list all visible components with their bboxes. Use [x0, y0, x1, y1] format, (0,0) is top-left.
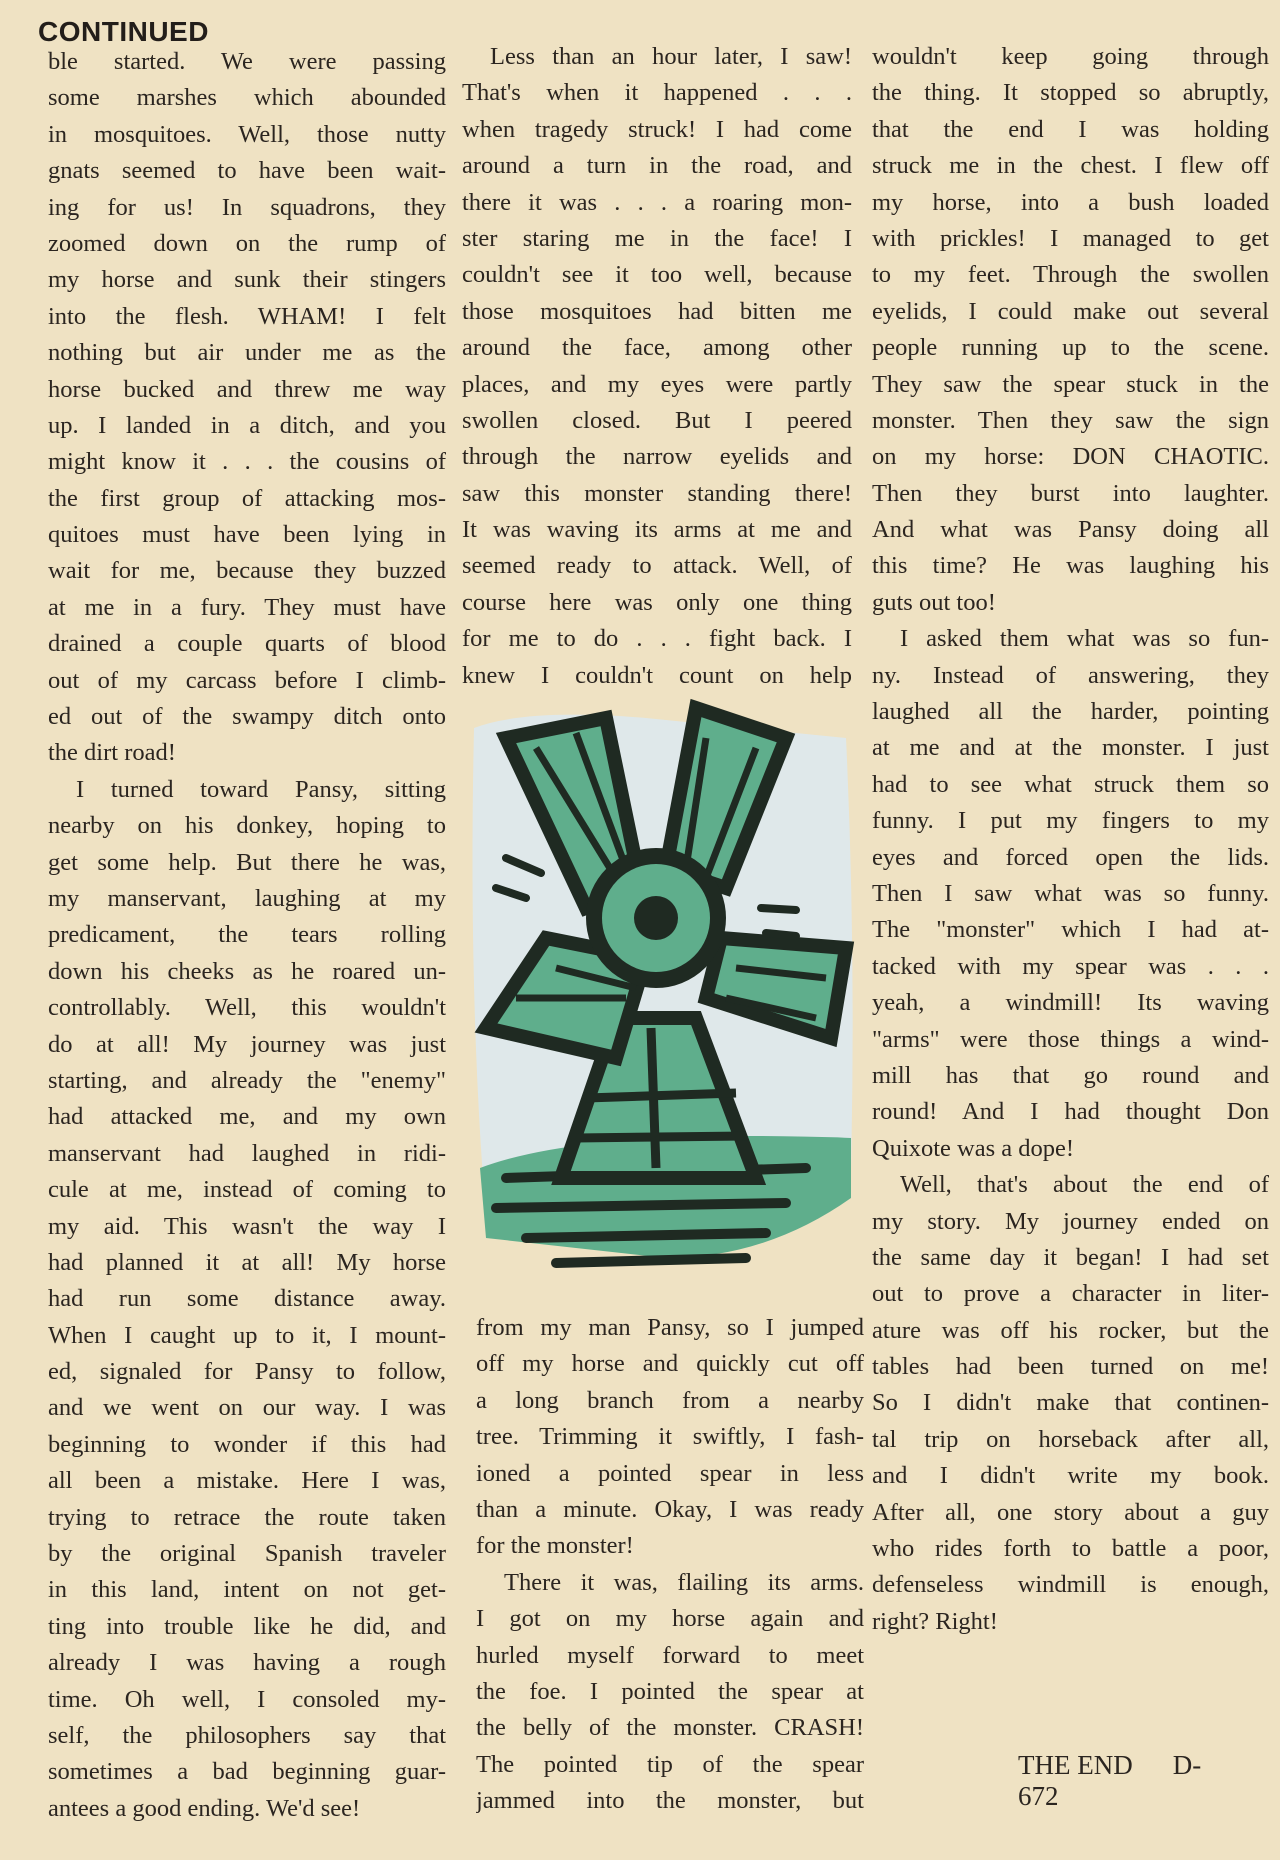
- text-line: had to see what struck them so: [872, 770, 1269, 798]
- text-line: than a minute. Okay, I was ready: [476, 1495, 864, 1523]
- text-line: the foe. I pointed the spear at: [476, 1677, 864, 1705]
- text-line: round! And I had thought Don: [872, 1098, 1269, 1126]
- text-column-1: [48, 44, 446, 1827]
- text-line: this time? He was laughing his: [872, 552, 1269, 580]
- text-line: trying to retrace the route taken: [48, 1503, 446, 1531]
- text-line: monster. Then they saw the sign: [872, 406, 1269, 434]
- text-line: ble started. We were passing: [48, 48, 446, 75]
- text-line: seemed ready to attack. Well, of: [462, 552, 852, 580]
- windmill-illustration: [466, 698, 856, 1294]
- text-line: time. Oh well, I consoled my-: [48, 1685, 446, 1713]
- text-line: I asked them what was so fun-: [900, 625, 1269, 653]
- text-line: in this land, intent on not get-: [48, 1576, 446, 1604]
- text-line: and I didn't write my book.: [872, 1462, 1269, 1490]
- text-line: the first group of attacking mos-: [48, 484, 446, 512]
- text-line: They saw the spear stuck in the: [872, 370, 1269, 398]
- text-line: tal trip on horseback after all,: [872, 1425, 1269, 1453]
- text-line: and we went on our way. I was: [48, 1394, 446, 1422]
- text-line: by the original Spanish traveler: [48, 1540, 446, 1568]
- text-line: yeah, a windmill! Its waving: [872, 989, 1269, 1017]
- text-line: ster staring me in the face! I: [462, 224, 852, 252]
- the-end-label: THE END: [1018, 1750, 1133, 1780]
- text-line: had run some distance away.: [48, 1285, 446, 1313]
- text-line: It was waving its arms at me and: [462, 516, 852, 544]
- text-line: manservant had laughed in ridi-: [48, 1139, 446, 1167]
- text-line: So I didn't make that continen-: [872, 1389, 1269, 1417]
- text-line: defenseless windmill is enough,: [872, 1571, 1269, 1599]
- text-line: guts out too!: [872, 588, 996, 616]
- text-line: my aid. This wasn't the way I: [48, 1212, 446, 1240]
- text-line: who rides forth to battle a poor,: [872, 1535, 1269, 1563]
- text-line: down his cheeks as he roared un-: [48, 957, 446, 985]
- text-line: cule at me, instead of coming to: [48, 1176, 446, 1204]
- text-line: had attacked me, and my own: [48, 1103, 446, 1131]
- text-line: out to prove a character in liter-: [872, 1280, 1269, 1308]
- text-line: sometimes a bad beginning guar-: [48, 1758, 446, 1786]
- text-line: nearby on his donkey, hoping to: [48, 812, 446, 840]
- text-line: to my feet. Through the swollen: [872, 261, 1269, 289]
- page-code: D-672: [1018, 1750, 1202, 1811]
- text-line: The "monster" which I had at-: [872, 916, 1269, 944]
- text-line: ature was off his rocker, but the: [872, 1316, 1269, 1344]
- text-line: the thing. It stopped so abruptly,: [872, 79, 1269, 107]
- text-line: nothing but air under me as the: [48, 339, 446, 367]
- continued-heading: CONTINUED: [38, 16, 209, 47]
- text-line: the belly of the monster. CRASH!: [476, 1714, 864, 1742]
- text-line: Well, that's about the end of: [900, 1171, 1269, 1199]
- text-line: all been a mistake. Here I was,: [48, 1467, 446, 1495]
- text-line: at me and at the monster. I just: [872, 734, 1269, 762]
- text-line: I turned toward Pansy, sitting: [76, 775, 446, 803]
- text-line: ing for us! In squadrons, they: [48, 193, 446, 221]
- text-column-3: [872, 39, 1269, 1640]
- text-line: when tragedy struck! I had come: [462, 115, 852, 143]
- text-line: eyelids, I could make out several: [872, 297, 1269, 325]
- text-line: course here was only one thing: [462, 588, 852, 616]
- text-line: right? Right!: [872, 1607, 998, 1635]
- text-line: through the narrow eyelids and: [462, 443, 852, 471]
- text-line: get some help. But there he was,: [48, 848, 446, 876]
- text-line: from my man Pansy, so I jumped: [476, 1314, 864, 1341]
- text-line: Quixote was a dope!: [872, 1134, 1075, 1162]
- text-line: my horse, into a bush loaded: [872, 188, 1269, 216]
- text-line: Then I saw what was so funny.: [872, 879, 1269, 907]
- text-line: Then they burst into laughter.: [872, 479, 1269, 507]
- text-line: a long branch from a nearby: [476, 1386, 864, 1414]
- text-line: the dirt road!: [48, 739, 176, 767]
- text-column-2-bottom: [476, 1310, 864, 1819]
- text-line: predicament, the tears rolling: [48, 921, 446, 949]
- text-line: places, and my eyes were partly: [462, 370, 852, 398]
- text-line: couldn't see it too well, because: [462, 261, 852, 289]
- text-line: some marshes which abounded: [48, 84, 446, 112]
- text-line: out of my carcass before I climb-: [48, 666, 446, 694]
- text-line: antees a good ending. We'd see!: [48, 1794, 361, 1822]
- text-line: eyes and forced open the lids.: [872, 843, 1269, 871]
- text-line: into the flesh. WHAM! I felt: [48, 302, 446, 330]
- text-line: self, the philosophers say that: [48, 1721, 446, 1749]
- text-line: wouldn't keep going through: [872, 43, 1269, 70]
- text-line: There it was, flailing its arms.: [504, 1568, 864, 1596]
- text-line: ting into trouble like he did, and: [48, 1612, 446, 1640]
- text-line: jammed into the monster, but: [476, 1787, 864, 1815]
- text-line: in mosquitoes. Well, those nutty: [48, 120, 446, 148]
- page-footer: [1018, 1750, 1280, 1812]
- text-line: beginning to wonder if this had: [48, 1430, 446, 1458]
- text-line: swollen closed. But I peered: [462, 406, 852, 434]
- text-line: saw this monster standing there!: [462, 479, 852, 507]
- text-line: with prickles! I managed to get: [872, 224, 1269, 252]
- text-line: controllably. Well, this wouldn't: [48, 994, 446, 1022]
- text-line: And what was Pansy doing all: [872, 516, 1269, 544]
- text-column-2-top: [462, 39, 852, 694]
- text-line: those mosquitoes had bitten me: [462, 297, 852, 325]
- text-line: funny. I put my fingers to my: [872, 807, 1269, 835]
- text-line: off my horse and quickly cut off: [476, 1350, 864, 1378]
- text-line: tables had been turned on me!: [872, 1353, 1269, 1381]
- text-line: "arms" were those things a wind-: [872, 1025, 1269, 1053]
- text-line: my manservant, laughing at my: [48, 884, 446, 912]
- text-line: horse bucked and threw me way: [48, 375, 446, 403]
- text-line: tree. Trimming it swiftly, I fash-: [476, 1423, 864, 1451]
- text-line: up. I landed in a ditch, and you: [48, 411, 446, 439]
- text-line: on my horse: DON CHAOTIC.: [872, 443, 1269, 471]
- text-line: After all, one story about a guy: [872, 1498, 1269, 1526]
- text-line: already I was having a rough: [48, 1649, 446, 1677]
- text-line: When I caught up to it, I mount-: [48, 1321, 446, 1349]
- text-line: ed out of the swampy ditch onto: [48, 703, 446, 731]
- text-line: people running up to the scene.: [872, 334, 1269, 362]
- text-line: my story. My journey ended on: [872, 1207, 1269, 1235]
- text-line: That's when it happened . . .: [462, 79, 852, 107]
- text-line: I got on my horse again and: [476, 1605, 864, 1633]
- text-line: ed, signaled for Pansy to follow,: [48, 1358, 446, 1386]
- text-line: drained a couple quarts of blood: [48, 630, 446, 658]
- text-line: do at all! My journey was just: [48, 1030, 446, 1058]
- text-line: the same day it began! I had set: [872, 1243, 1269, 1271]
- text-line: gnats seemed to have been wait-: [48, 157, 446, 185]
- text-line: ny. Instead of answering, they: [872, 661, 1269, 689]
- text-line: struck me in the chest. I flew off: [872, 152, 1269, 180]
- text-line: at me in a fury. They must have: [48, 593, 446, 621]
- text-line: that the end I was holding: [872, 115, 1269, 143]
- text-line: for me to do . . . fight back. I: [462, 625, 852, 653]
- text-line: knew I couldn't count on help: [462, 661, 852, 689]
- text-line: Less than an hour later, I saw!: [490, 43, 852, 70]
- text-line: for the monster!: [476, 1532, 634, 1560]
- text-line: might know it . . . the cousins of: [48, 448, 446, 476]
- text-line: tacked with my spear was . . .: [872, 952, 1269, 980]
- text-line: zoomed down on the rump of: [48, 229, 446, 257]
- text-line: around a turn in the road, and: [462, 152, 852, 180]
- text-line: mill has that go round and: [872, 1061, 1269, 1089]
- text-line: wait for me, because they buzzed: [48, 557, 446, 585]
- text-line: had planned it at all! My horse: [48, 1248, 446, 1276]
- text-line: laughed all the harder, pointing: [872, 698, 1269, 726]
- text-line: ioned a pointed spear in less: [476, 1459, 864, 1487]
- text-line: my horse and sunk their stingers: [48, 266, 446, 294]
- text-line: The pointed tip of the spear: [476, 1750, 864, 1778]
- text-line: around the face, among other: [462, 334, 852, 362]
- text-line: starting, and already the "enemy": [48, 1066, 446, 1094]
- text-line: there it was . . . a roaring mon-: [462, 188, 852, 216]
- text-line: hurled myself forward to meet: [476, 1641, 864, 1669]
- text-line: quitoes must have been lying in: [48, 521, 446, 549]
